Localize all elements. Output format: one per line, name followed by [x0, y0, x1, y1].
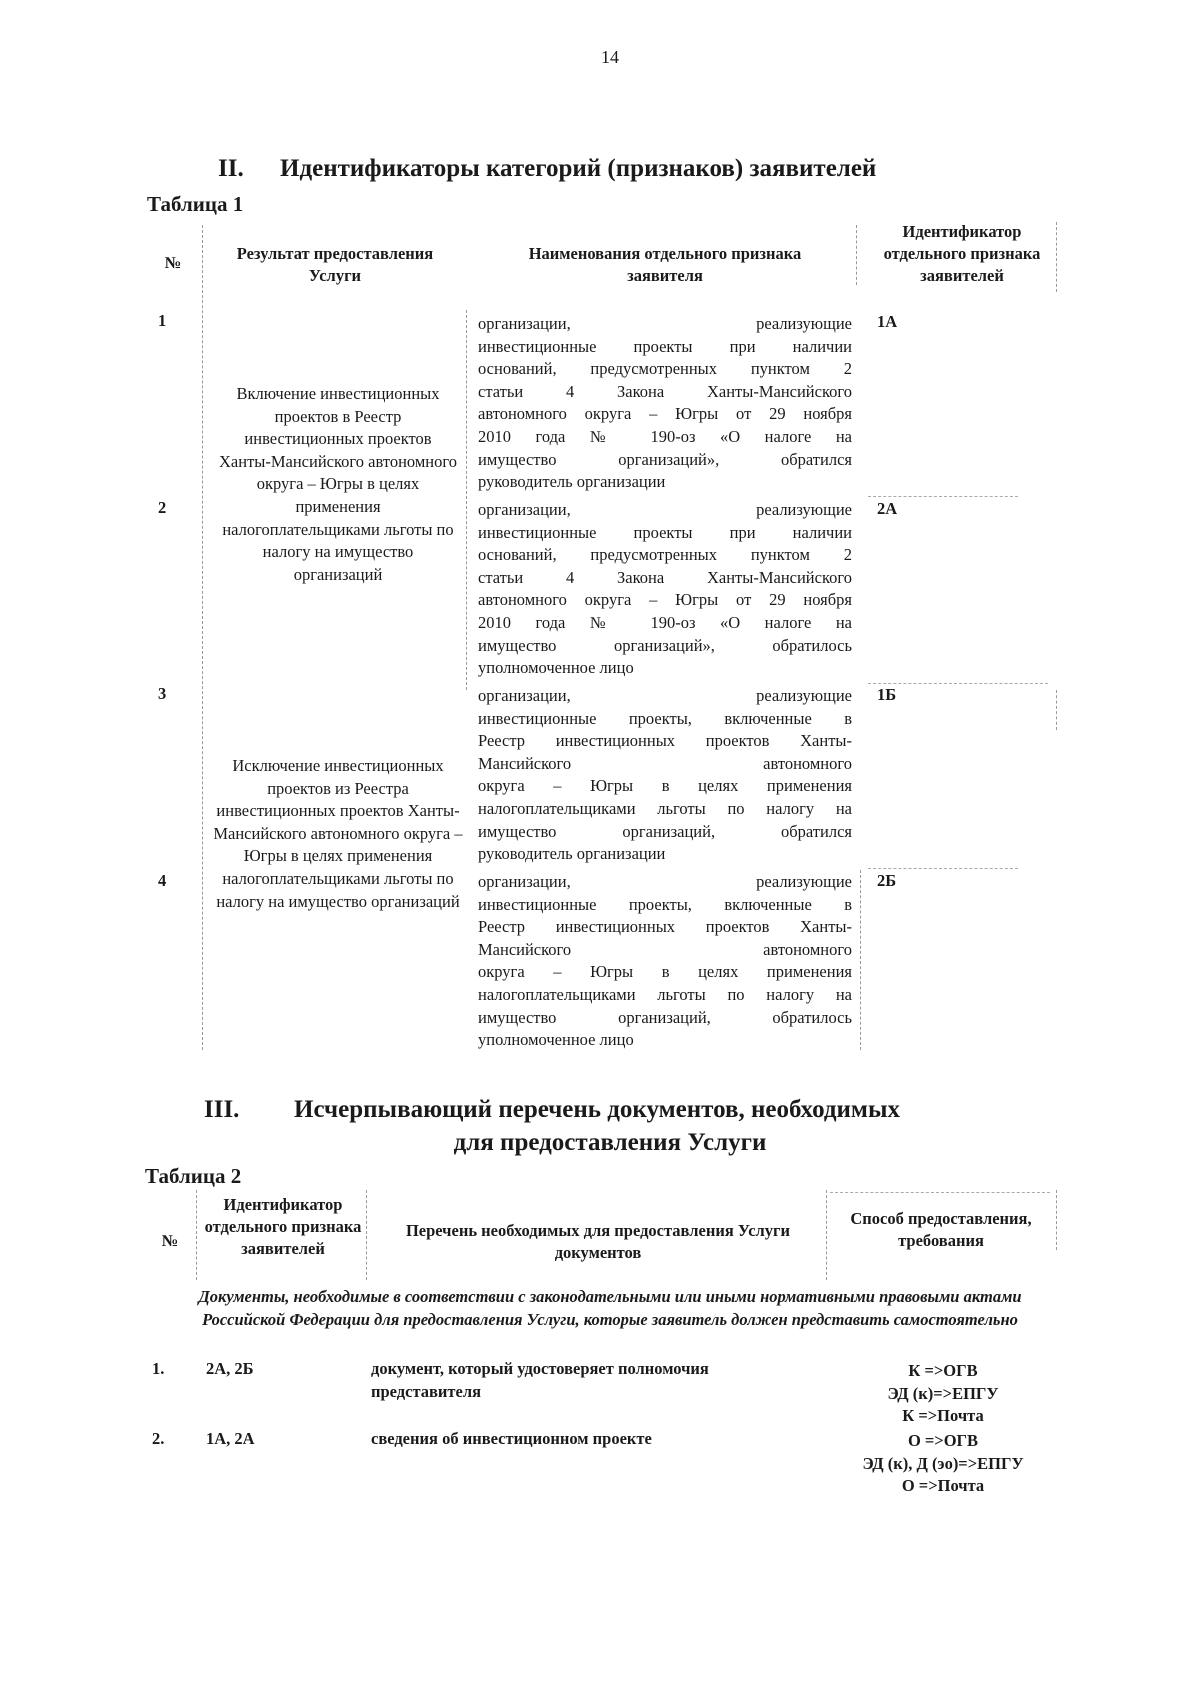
- t1-row-4-code: 2Б: [877, 871, 897, 890]
- t1-row-1-num: 1: [158, 311, 167, 330]
- t2-note: Документы, необходимые в соответствии с законодательными или иными нормативными правовыми актами Российской Федерации для предоставления Услуги, которые заявитель должен представить самостоятельно: [198, 1287, 1022, 1329]
- t2-header-method: Способ предоставления, требования: [850, 1209, 1032, 1250]
- t1-row-2-name: организации, реализующие инвестиционные проекты при наличии оснований, предусмотренных пунктом 2 статьи 4 Закона Ханты-Мансийского автономного округа – Югры от 29 ноября 2010 года № 190-оз «О налоге на имущество организаций», обратилось уполномоченное лицо: [478, 500, 852, 678]
- t1-row-3-num: 3: [158, 684, 167, 703]
- t2-header-id: Идентификатор отдельного признака заявителей: [204, 1195, 362, 1258]
- t1-row-1-code: 1А: [877, 312, 898, 331]
- table-1-caption: Таблица 1: [147, 192, 244, 216]
- t1-row-4-name: организации, реализующие инвестиционные проекты, включенные в Реестр инвестиционных проектов Ханты- Мансийского автономного округа – Югры в целях применения налогоплательщиками льготы по налогу на имущество организаций, обратилось уполномоченное лицо: [478, 872, 852, 1050]
- section-2-number: II.: [218, 155, 244, 182]
- section-3-title-line-1: Исчерпывающий перечень документов, необходимых: [294, 1096, 900, 1123]
- section-3-heading: [204, 1096, 900, 1124]
- t2-header-num: №: [161, 1231, 179, 1250]
- t1-header-name: Наименования отдельного признака заявителя: [528, 244, 802, 285]
- t1-row-2-code: 2А: [877, 499, 898, 518]
- t1-row-4-num: 4: [158, 871, 167, 890]
- t2-row-2-doc: сведения об инвестиционном проекте: [371, 1429, 652, 1448]
- t2-header-docs: Перечень необходимых для предоставления Услуги документов: [405, 1221, 791, 1262]
- section-3-title-line-2: для предоставления Услуги: [453, 1129, 767, 1156]
- table-2-caption: Таблица 2: [145, 1164, 242, 1188]
- t1-row-1-name: организации, реализующие инвестиционные проекты при наличии оснований, предусмотренных пунктом 2 статьи 4 Закона Ханты-Мансийского автономного округа – Югры от 29 ноября 2010 года № 190-оз «О налоге на имуществo организаций», обратился руководитель организации: [478, 314, 852, 492]
- t2-row-1-num: 1.: [152, 1359, 165, 1378]
- t2-row-1-doc: документ, который удостоверяет полномочия представителя: [371, 1359, 709, 1401]
- t1-header-id: Идентификатор отдельного признака заявителей: [883, 222, 1041, 285]
- t1-row-3-code: 1Б: [877, 685, 897, 704]
- t1-group-1-result: Включение инвестиционных проектов в Реестр инвестиционных проектов Ханты-Мансийского автономного округа – Югры в целях применения налогоплательщиками льготы по налогу на имущество организаций: [219, 384, 457, 584]
- t2-row-1-methods: К =>ОГВ ЭД (к)=>ЕПГУ К =>Почта: [887, 1361, 999, 1426]
- t1-header-num: №: [164, 253, 182, 272]
- t2-row-2-ids: 1А, 2А: [206, 1429, 255, 1448]
- t2-row-2-methods: О =>ОГВ ЭД (к), Д (эо)=>ЕПГУ О =>Почта: [862, 1431, 1024, 1496]
- t1-header-result: Результат предоставления Услуги: [236, 244, 434, 285]
- section-2-title: Идентификаторы категорий (признаков) заявителей: [280, 155, 877, 182]
- t1-row-3-name: организации, реализующие инвестиционные проекты, включенные в Реестр инвестиционных проектов Ханты- Мансийского автономного округа – Югры в целях применения налогоплательщиками льготы по налогу на имущество организаций, обратился руководитель организации: [478, 686, 852, 864]
- section-2-heading: [218, 155, 876, 183]
- t1-row-2-num: 2: [158, 498, 167, 517]
- section-3-number: III.: [204, 1096, 240, 1123]
- t2-row-1-ids: 2А, 2Б: [206, 1359, 254, 1378]
- t1-group-2-result: Исключение инвестиционных проектов из Реестра инвестиционных проектов Ханты-Мансийского автономного округа – Югры в целях применения налогоплательщиками льготы по налогу на имущество организаций: [213, 756, 463, 911]
- t2-row-2-num: 2.: [152, 1429, 165, 1448]
- page-number: 14: [601, 47, 619, 67]
